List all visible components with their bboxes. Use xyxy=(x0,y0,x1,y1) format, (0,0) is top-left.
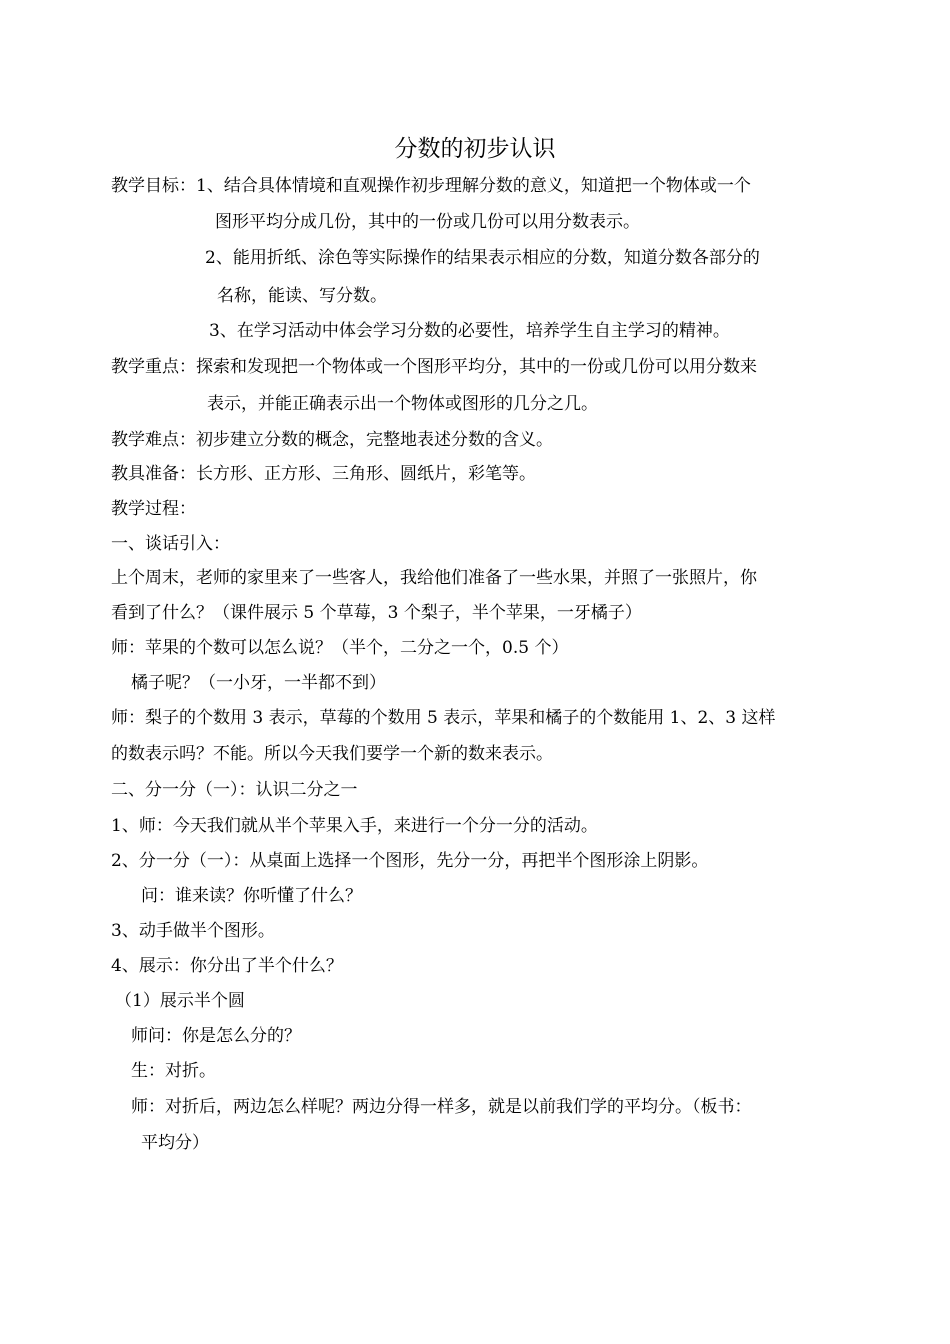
text-line: 教学过程： xyxy=(111,499,196,519)
text-line: 的数表示吗？不能。所以今天我们要学一个新的数来表示。 xyxy=(111,744,553,764)
text-line: 一、谈话引入： xyxy=(111,534,230,554)
text-line: 橘子呢？（一小牙，一半都不到） xyxy=(131,673,386,693)
text-line: （1）展示半个圆 xyxy=(115,991,245,1011)
text-line: 平均分） xyxy=(141,1133,209,1153)
text-line: 3、动手做半个图形。 xyxy=(111,921,275,941)
text-line: 师问：你是怎么分的？ xyxy=(131,1026,301,1046)
text-line: 1、师：今天我们就从半个苹果入手，来进行一个分一分的活动。 xyxy=(111,816,598,836)
text-line: 2、能用折纸、涂色等实际操作的结果表示相应的分数，知道分数各部分的 xyxy=(205,248,760,268)
text-line: 师：梨子的个数用 3 表示，草莓的个数用 5 表示，苹果和橘子的个数能用 1、2、3 这样 xyxy=(111,708,776,728)
text-line: 图形平均分成几份，其中的一份或几份可以用分数表示。 xyxy=(215,212,640,232)
text-line: 3、在学习活动中体会学习分数的必要性，培养学生自主学习的精神。 xyxy=(209,321,730,341)
text-line: 表示，并能正确表示出一个物体或图形的几分之几。 xyxy=(207,394,598,414)
text-line: 问：谁来读？你听懂了什么？ xyxy=(141,886,362,906)
text-line: 看到了什么？（课件展示 5 个草莓，3 个梨子，半个苹果，一牙橘子） xyxy=(111,603,642,623)
text-line: 师：对折后，两边怎么样呢？两边分得一样多，就是以前我们学的平均分。（板书： xyxy=(131,1097,752,1117)
text-line: 教具准备：长方形、正方形、三角形、圆纸片，彩笔等。 xyxy=(111,464,536,484)
text-line: 名称，能读、写分数。 xyxy=(217,286,387,306)
text-line: 生：对折。 xyxy=(131,1061,216,1081)
text-line: 教学难点：初步建立分数的概念，完整地表述分数的含义。 xyxy=(111,430,553,450)
text-line: 上个周末，老师的家里来了一些客人，我给他们准备了一些水果，并照了一张照片，你 xyxy=(111,568,757,588)
text-line: 师：苹果的个数可以怎么说？（半个，二分之一个，0.5 个） xyxy=(111,638,569,658)
text-line: 二、分一分（一）：认识二分之一 xyxy=(111,780,358,800)
document-title: 分数的初步认识 xyxy=(394,136,556,162)
text-line: 2、分一分（一）：从桌面上选择一个图形，先分一分，再把半个图形涂上阴影。 xyxy=(111,851,709,871)
text-line: 教学目标：1、结合具体情境和直观操作初步理解分数的意义，知道把一个物体或一个 xyxy=(111,176,751,196)
text-line: 教学重点：探索和发现把一个物体或一个图形平均分，其中的一份或几份可以用分数来 xyxy=(111,357,757,377)
text-line: 4、展示：你分出了半个什么？ xyxy=(111,956,343,976)
